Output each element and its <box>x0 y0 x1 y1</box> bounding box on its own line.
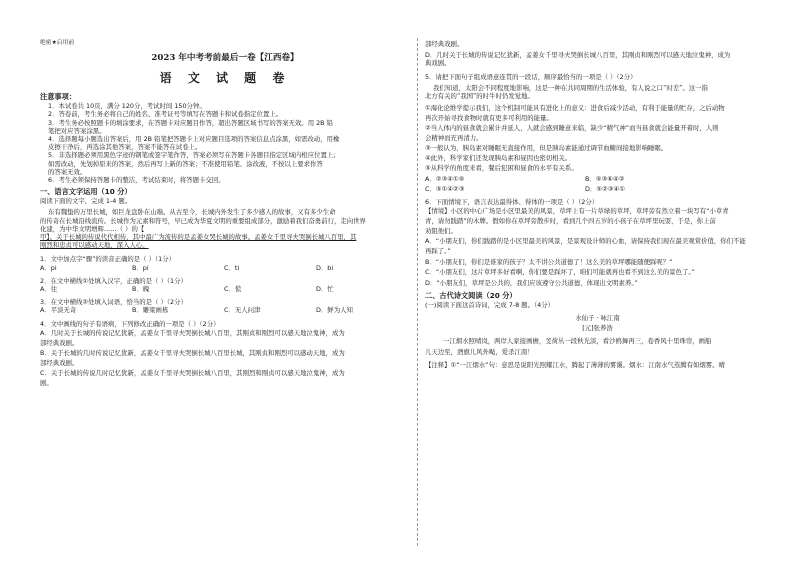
question-3: 3．在文中横线②处填入词语，恰当的是（ ）（2分） <box>40 298 187 307</box>
question-5-passage <box>425 84 770 100</box>
option-line: A．几时关于长城的传说记忆犹新，孟姜女千里寻夫哭倒长城八百里，其刚贞和刚烈可以感天地泣鬼神，成为 <box>40 328 345 337</box>
passage-line: 的传奇在长城沿线流传。长城作为元素和符号，早已成为华夏文明的重要组成部分，激励着我们奋勇前行，走向世界 <box>40 216 366 225</box>
section-heading: 一、语言文字运用（10 分） <box>40 187 132 197</box>
question-4: 4．文中画线的句子有语病，下列修改正确的一项是（ ）（2分） <box>40 319 220 328</box>
option-c: C．慌 <box>224 285 242 294</box>
option-line: 再踩了。” <box>425 247 451 256</box>
question-6: 6．下面情境下，语言表达最得体、得体的一项是（ ）（2分） <box>425 197 599 206</box>
sentence-item: 再次开始寻找食物时就有更多可利用的能量。 <box>425 114 553 123</box>
option-a: A．pi <box>40 263 57 272</box>
sentence-item: ④此外，科学家们还发现胰岛素和昼因也密切相关。 <box>425 154 572 163</box>
left-column <box>40 0 410 562</box>
notice-item: 的答案无效。 <box>48 167 87 176</box>
sentence-item: ①海化论维学提示我们，这个机制可能具有进化上的意义：进食后减少活动，有利于能量的贮存，之后动物 <box>425 104 725 113</box>
option-b: B．雕梁画栋 <box>132 306 169 315</box>
passage-line: 化建，为中华文明增辉……（ ）的【 <box>40 224 145 233</box>
option-a: A．往 <box>40 285 58 294</box>
column-divider <box>417 38 418 546</box>
notice-item: 笔把对应答案涂黑。 <box>48 126 106 135</box>
question-5-options-row2 <box>425 185 770 193</box>
question-5: 5．请把下面句子组成语意连贯的一段话，顺序最恰当的一项是（ ）（2分） <box>425 72 637 81</box>
poem-intro: (一)阅读下面这首诗词，完成 7-8 题。（4分） <box>425 301 554 310</box>
option-d: D．bi <box>316 263 334 272</box>
notice-item: 如需改动，先划掉原来的答案，然后再写上新的答案；不准使用铅笔、涂改液，不按以上要求作答 <box>48 159 323 168</box>
question-2: 2．在文中横线①处填入汉字，正确的是（ ）（1分） <box>40 276 187 285</box>
option-d: D．忙 <box>316 285 334 294</box>
option-line: C．关于长城的传说几时记忆犹新，孟姜女千里寻夫哭倒长城八百里，其刚烈和刚贞可以感天地泣鬼神，成为 <box>40 368 345 377</box>
passage-intro: 阅读下面的文字，完成 1-4 题。 <box>40 197 132 206</box>
exam-title: 2023 年中考考前最后一卷【江西卷】 <box>151 53 299 64</box>
passage-line: 北方有关的“我国”的时牛时仍发觉地。 <box>425 92 534 101</box>
option-c: C．⑤①④②③ <box>425 185 465 194</box>
question-4-option-d: D．几时关于长城的传说记忆犹新，孟姜女千里寻夫哭倒长城八百里，其刚贞和刚烈可以感天地泣鬼神，成为 <box>425 51 731 60</box>
option-b: B．魄 <box>132 285 150 294</box>
right-column <box>425 0 770 562</box>
option-a: A．②③④①⑤ <box>425 175 465 184</box>
option-line: 部经典戏剧。 <box>40 358 79 367</box>
sentence-item: ③一般认为，胰岛素对睡眠无直接作用，但是胰岛素能通过调节血糖间接地影响睡眠。 <box>425 144 668 153</box>
question-5-items <box>425 103 770 173</box>
question-6-context <box>425 206 770 236</box>
option-b: B．pi <box>132 263 149 272</box>
question-1-options <box>40 264 410 272</box>
question-6-options <box>425 236 770 289</box>
option-b: B．⑤③⑥④② <box>585 175 625 184</box>
notice-item: 5．非选择题必须用黑色字迹的钢笔或签字笔作答，答案必须写在答题卡各题目指定区域内相应位置上； <box>48 151 340 160</box>
poem-author: [元]张养浩 <box>582 323 613 332</box>
sentence-item: 会精神而充再清力。 <box>425 134 483 143</box>
poem-note: 【注释】①“一江烟水”句：意思是说阳光照耀江水，腾起了薄薄的雾霭。烟水：江南水气蒸腾有如烟雾。晴 <box>425 360 725 369</box>
passage-line: 甲】。关于长城的传说代代相传，其中最广为流传的是孟姜女哭长城的故事。孟姜女千里寻夫哭倒长城八百里，其 <box>40 233 357 242</box>
notice-list <box>40 102 410 184</box>
continued-text: 部经典戏剧。 <box>425 40 464 48</box>
question-5-options-row1 <box>425 175 770 183</box>
question-2-options <box>40 285 410 293</box>
option-c: C．无人问津 <box>224 306 261 315</box>
paper-subtitle: 语 文 试 题 卷 <box>159 71 291 86</box>
question-4-options <box>40 328 410 388</box>
option-d: D．鲜为人知 <box>316 306 353 315</box>
option-line: 部经典戏剧。 <box>40 338 79 347</box>
notice-item: 4．选择题每小题选出答案后，用 2B 铅笔把答题卡上对应题目选项的答案信息点涂黑，如需改动，用橡 <box>48 135 340 144</box>
poem-line: 儿天边至，酒旗儿风外飐，爱杀江南！ <box>425 347 534 356</box>
option-line: C．“小朋友们，这片草坪多好看啊，你们要是踩坏了，咱们可能就再也看不到这么美的景色了。” <box>425 268 695 277</box>
notice-item: 皮擦干净后，再选涂其他答案，答案不能答在试卷上。 <box>48 143 202 152</box>
question-3-options <box>40 306 410 314</box>
context-line: 青，请勿践踏”的木牌。假如你在草坪旁散步时，看到几个四五岁的小孩子在草坪里玩耍，于是，你上前 <box>425 216 716 225</box>
poem-title: 水仙子 · 咏江南 <box>575 313 620 322</box>
poem-body <box>425 336 770 358</box>
option-line: B．关于长城的几时传说记忆犹新，孟姜女千里寻夫哭倒长城八百里长城，其刚贞和刚烈可以感动天地，成为 <box>40 348 345 357</box>
notice-item: 1．本试卷共 10页，满分 120分，考试时间 150分钟。 <box>48 102 206 111</box>
notice-item: 3．考生务必按照题卡的填涂要求，在答题卡对应题目作答，超出答题区域书写的答案无效。用 2B 铅 <box>48 118 333 127</box>
notice-item: 2．答卷前，考生务必将自己的姓名、准考证号等填写在答题卡和试卷指定位置上。 <box>48 110 283 119</box>
reading-passage <box>40 208 410 249</box>
notice-item: 6．考生必须保持答题卡的整洁，考试结束时，将答题卡交回。 <box>48 176 225 185</box>
option-line: 剧。 <box>40 378 53 387</box>
question-4-option-d-cont: 典戏剧。 <box>425 59 451 68</box>
sentence-item: ⑤从科学的角度来看，餐后犯困和昼食的水平有关系。 <box>425 164 578 173</box>
passage-line: 刚烈和忠贞可以感动天地，深入人心。 <box>40 241 149 250</box>
option-line: A．“小朋友们，你们践踏的是小区里最美的风景，是景观设计师的心血，请保持我们现在最美观赏价值，你们不能 <box>425 236 746 245</box>
question-1: 1．文中加点字“骤”的读音正确的是（ ）（1分） <box>40 255 176 264</box>
option-d: D．⑤②③④① <box>585 185 625 194</box>
option-a: A．平淡无奇 <box>40 306 77 315</box>
sentence-item: ②当人体内的昼食就会累计并延人，人就会感到睡意来临，缺少“精气神”而当昼食就会能量开着时，人则 <box>425 124 719 133</box>
section-heading: 二、古代诗文阅读（20 分） <box>425 291 517 301</box>
poem-line: 一江烟水照晴岚，两岸人家接画檐，芰荷丛一段秋光淡，看沙鸥舞再三，卷香风十里珠帘，画船 <box>443 336 712 345</box>
context-line: 劝阻他们。 <box>425 226 457 235</box>
passage-line: 我们知道，太阳会不同程度地影响，这是一种在共同周期的生活体验，有人说之口“时差”。这一指 <box>433 83 708 92</box>
notice-title: 注意事项： <box>40 92 76 102</box>
passage-line: 东有魏蛰的万里长城，如巨龙盘卧在山巅。从古至今，长城内外发生了多少感人的故事，又有多少生命 <box>48 208 336 217</box>
option-c: C．ti <box>224 263 240 272</box>
header-mark: 绝密★启用前 <box>40 40 75 46</box>
context-line: 【情境】小区的中心广场是小区里最美的风景，草坪上有一片草绿的草坪，草坪旁有然立着一块写有“小草青 <box>425 206 729 215</box>
option-line: D．“小朋友们，草坪是公共的，我们应该遵守公共道德，体现出文明素养。” <box>425 278 638 287</box>
option-line: B．“小朋友们，你们是谁家的孩子？太不讲公共道德了！这么美的草坪哪能随便踩呢？” <box>425 257 673 266</box>
